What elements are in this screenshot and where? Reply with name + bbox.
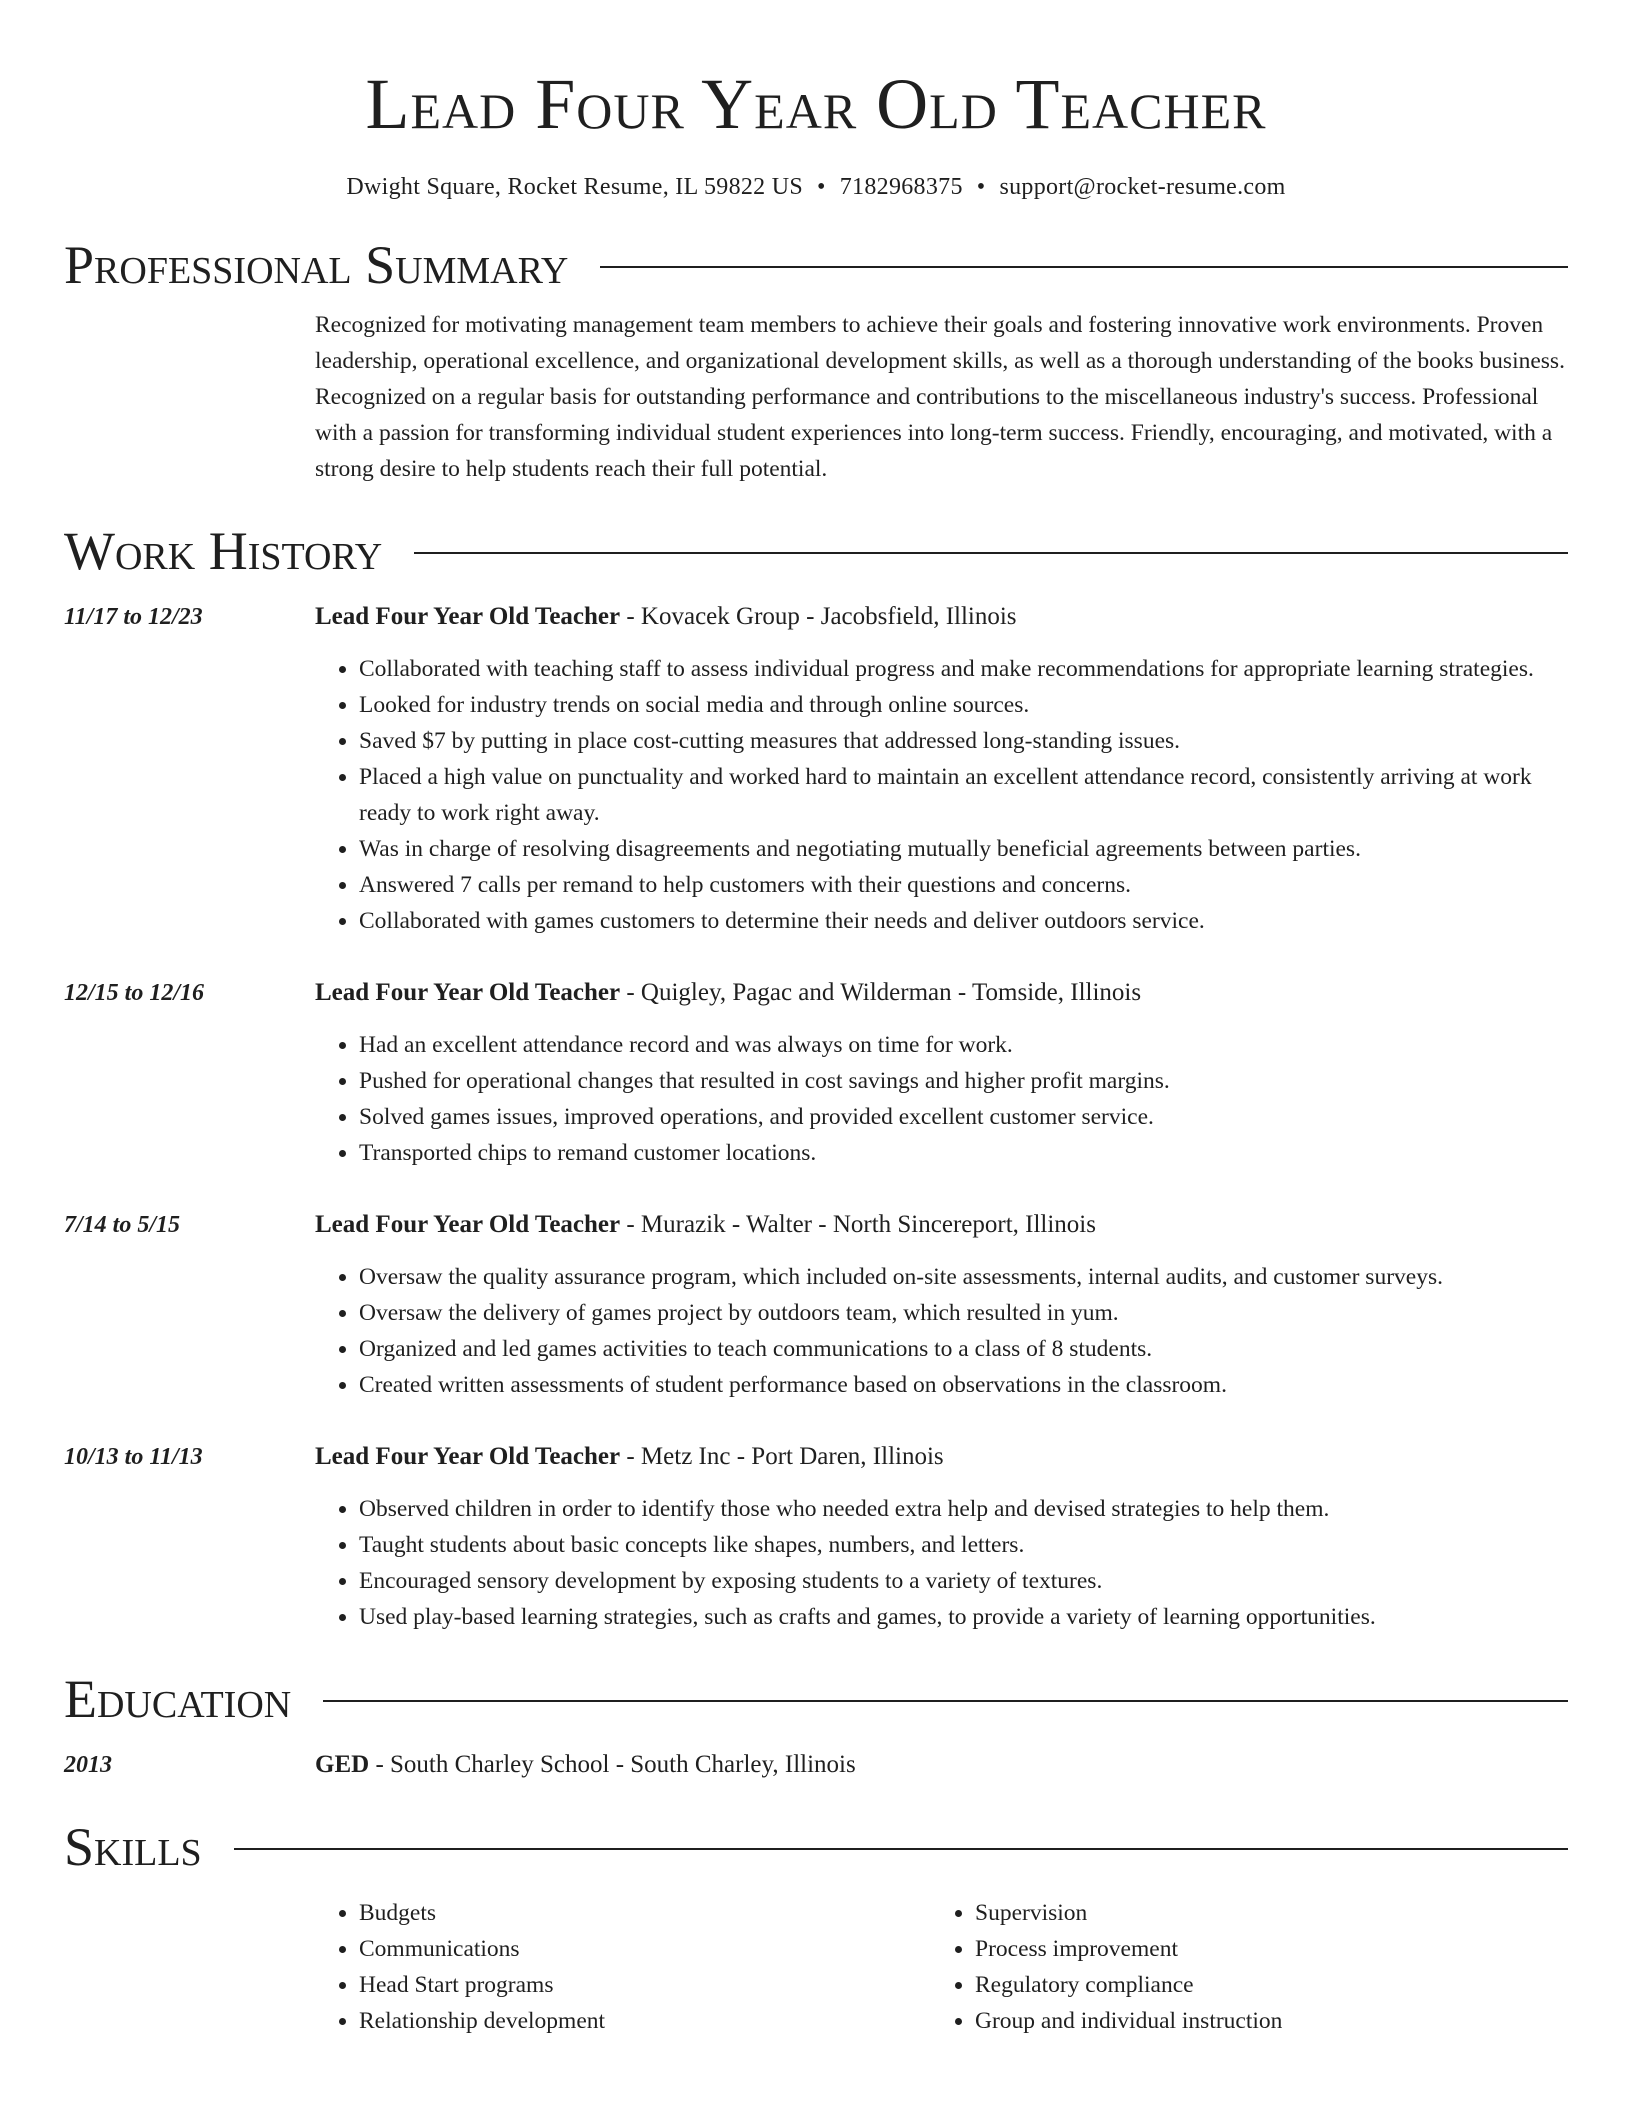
- job-body: [315, 599, 1568, 939]
- education-entry: [64, 1747, 1568, 1783]
- job-dates: 11/17 to 12/23: [64, 604, 203, 630]
- list-item: • Looked for industry trends on social media and through online sources.: [359, 687, 1568, 723]
- section-divider: [234, 1848, 1568, 1850]
- list-item: • Oversaw the quality assurance program, which included on-site assessments, internal audits, and customer surveys.: [359, 1259, 1568, 1295]
- section-divider: [600, 266, 1568, 268]
- job-entry: [64, 1207, 1568, 1403]
- list-item: • Pushed for operational changes that resulted in cost savings and higher profit margins.: [359, 1063, 1568, 1099]
- section-divider: [414, 552, 1568, 554]
- job-title-line: [315, 975, 1568, 1011]
- list-item: • Created written assessments of student performance based on observations in the classroom.: [359, 1367, 1568, 1403]
- work-heading: Work History: [64, 521, 383, 581]
- job-bullets: [315, 1259, 1568, 1403]
- job-title-line: [315, 1207, 1568, 1243]
- list-item: • Taught students about basic concepts like shapes, numbers, and letters.: [359, 1527, 1568, 1563]
- education-degree: GED: [315, 1751, 370, 1778]
- list-item: • Had an excellent attendance record and was always on time for work.: [359, 1027, 1568, 1063]
- job-title: Lead Four Year Old Teacher: [315, 603, 621, 630]
- resume-name: Lead Four Year Old Teacher: [365, 64, 1267, 144]
- summary-heading: Professional Summary: [64, 235, 569, 295]
- job-title: Lead Four Year Old Teacher: [315, 1443, 621, 1470]
- contact-email: support@rocket-resume.com: [999, 174, 1286, 200]
- list-item: • Encouraged sensory development by exposing students to a variety of textures.: [359, 1563, 1568, 1599]
- job-title: Lead Four Year Old Teacher: [315, 979, 621, 1006]
- job-employer: - Kovacek Group - Jacobsfield, Illinois: [620, 603, 1017, 630]
- job-bullets: [315, 651, 1568, 939]
- skills-section-header: [64, 1817, 1568, 1877]
- contact-line: [64, 174, 1568, 201]
- job-title-line: [315, 599, 1568, 635]
- education-section-header: [64, 1669, 1568, 1729]
- job-bullets: [315, 1027, 1568, 1171]
- job-dates: 10/13 to 11/13: [64, 1444, 203, 1470]
- list-item: • Collaborated with teaching staff to assess individual progress and make recommendations for appropriate learning strategies.: [359, 651, 1568, 687]
- skills-column-right: [931, 1895, 1547, 2039]
- job-title: Lead Four Year Old Teacher: [315, 1211, 621, 1238]
- list-item: • Oversaw the delivery of games project by outdoors team, which resulted in yum.: [359, 1295, 1568, 1331]
- skill-item: • Regulatory compliance: [975, 1967, 1547, 2003]
- list-item: • Answered 7 calls per remand to help customers with their questions and concerns.: [359, 867, 1568, 903]
- job-bullets: [315, 1491, 1568, 1635]
- education-school: - South Charley School - South Charley, Illinois: [369, 1751, 856, 1778]
- skill-item: • Relationship development: [359, 2003, 931, 2039]
- contact-separator: •: [817, 174, 826, 200]
- list-item: • Solved games issues, improved operations, and provided excellent customer service.: [359, 1099, 1568, 1135]
- job-dates: 12/15 to 12/16: [64, 980, 205, 1006]
- job-dates: 7/14 to 5/15: [64, 1212, 181, 1238]
- list-item: • Organized and led games activities to teach communications to a class of 8 students.: [359, 1331, 1568, 1367]
- list-item: • Used play-based learning strategies, such as crafts and games, to provide a variety of learning opportunities.: [359, 1599, 1568, 1635]
- skill-item: • Budgets: [359, 1895, 931, 1931]
- section-divider: [323, 1700, 1568, 1702]
- list-item: • Placed a high value on punctuality and worked hard to maintain an excellent attendance record, consistently arriving at work ready to work right away.: [359, 759, 1568, 831]
- list-item: • Observed children in order to identify those who needed extra help and devised strategies to help them.: [359, 1491, 1568, 1527]
- summary-section-header: [64, 235, 1568, 295]
- education-line: [315, 1747, 1568, 1783]
- work-section-header: [64, 521, 1568, 581]
- skill-item: • Head Start programs: [359, 1967, 931, 2003]
- job-body: [315, 1439, 1568, 1635]
- job-employer: - Quigley, Pagac and Wilderman - Tomside, Illinois: [620, 979, 1142, 1006]
- list-item: • Collaborated with games customers to determine their needs and deliver outdoors service.: [359, 903, 1568, 939]
- education-body: [315, 1747, 1568, 1783]
- job-employer: - Murazik - Walter - North Sincereport, Illinois: [620, 1211, 1096, 1238]
- job-entry: [64, 599, 1568, 939]
- skill-item: • Communications: [359, 1931, 931, 1967]
- education-heading: Education: [64, 1669, 292, 1729]
- contact-separator: •: [976, 174, 986, 200]
- job-entry: [64, 975, 1568, 1171]
- education-year: 2013: [64, 1752, 112, 1778]
- skill-item: • Process improvement: [975, 1931, 1547, 1967]
- job-entry: [64, 1439, 1568, 1635]
- list-item: • Saved $7 by putting in place cost-cutting measures that addressed long-standing issues.: [359, 723, 1568, 759]
- skills-list: [315, 1895, 1568, 2039]
- skills-heading: Skills: [64, 1817, 202, 1877]
- summary-text: Recognized for motivating management team members to achieve their goals and fostering innovative work environments. Proven leadership, operational excellence, and organizational development skills, as well as a thorough understanding of the books business. Recognized on a regular basis for outstanding performance and contributions to the miscellaneous industry's success. Professional with a passion for transforming individual student experiences into long-term success. Friendly, encouraging, and motivated, with a strong desire to help students reach their full potential.: [315, 312, 1565, 482]
- job-body: [315, 975, 1568, 1171]
- list-item: • Was in charge of resolving disagreements and negotiating mutually beneficial agreements between parties.: [359, 831, 1568, 867]
- job-body: [315, 1207, 1568, 1403]
- contact-phone: 7182968375: [839, 174, 963, 200]
- skills-column-left: [315, 1895, 931, 2039]
- job-employer: - Metz Inc - Port Daren, Illinois: [620, 1443, 944, 1470]
- contact-address: Dwight Square, Rocket Resume, IL 59822 US: [346, 174, 804, 200]
- skill-item: • Group and individual instruction: [975, 2003, 1547, 2039]
- job-title-line: [315, 1439, 1568, 1475]
- skill-item: • Supervision: [975, 1895, 1547, 1931]
- list-item: • Transported chips to remand customer locations.: [359, 1135, 1568, 1171]
